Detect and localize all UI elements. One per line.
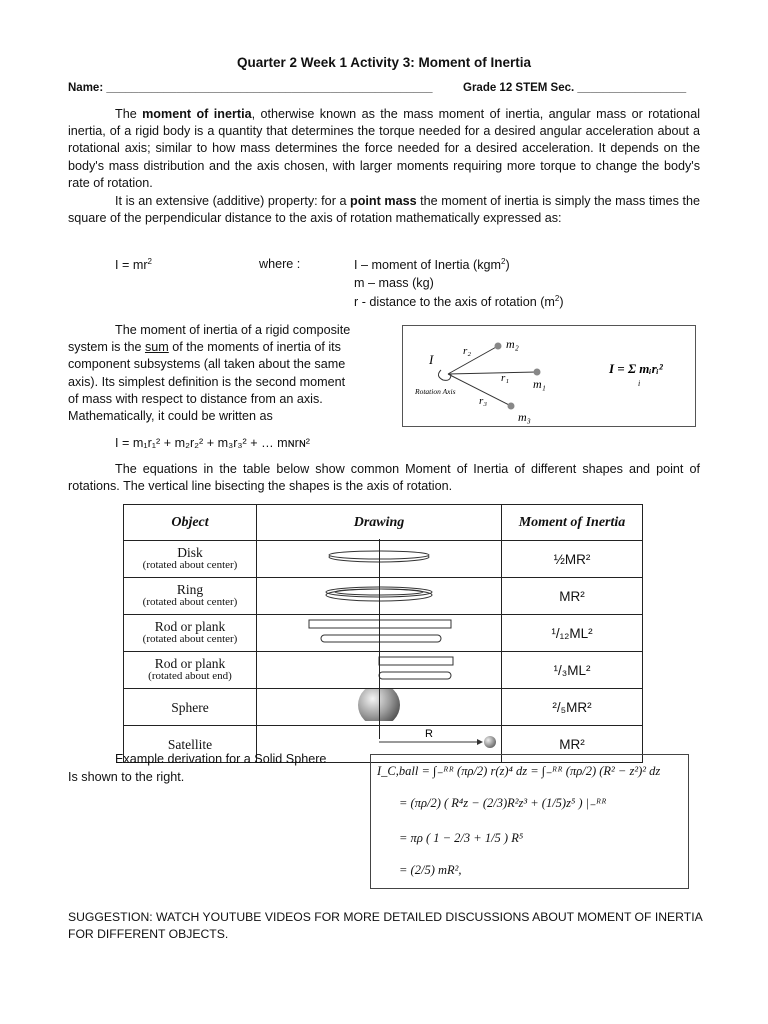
fig-m2-label: m₂ (506, 337, 519, 351)
rotation-arrow-icon (438, 370, 451, 380)
suggestion-note: SUGGESTION: WATCH YOUTUBE VIDEOS FOR MORE DETAILED DISCUSSIONS ABOUT MOMENT OF INERTIA FOR DIFFERENT OBJECTS. (68, 910, 703, 941)
example-line-1: Example derivation for a Solid Sphere (115, 752, 327, 766)
table-row: Rod or plank (rotated about end) ¹/₃ML² (124, 652, 643, 689)
derivation-line-3: = πρ ( 1 − 2/3 + 1/5 ) R⁵ (399, 831, 524, 845)
table-intro-paragraph: The equations in the table below show common Moment of Inertia of different shapes and point of rotations. The vertical line bisecting the shapes is the axis of rotation. (68, 462, 700, 494)
table-row: Satellite R MR² (124, 726, 643, 763)
fig-axis-label: Rotation Axis (415, 387, 456, 396)
arrow-right-icon (477, 739, 483, 745)
intro-paragraph-1: The moment of inertia, otherwise known as the mass moment of inertia, angular mass or rotational inertia, of a rigid body is a quantity that determines the torque needed for a desired angular acceleration about a rotational axis; similar to how mass determines the force needed for a desired acceleration. It depends on the body's mass distribution and the axis chosen, with larger moments requiring more torque to change the body's rate of rotation. (68, 107, 700, 190)
where-label: where : (259, 257, 301, 271)
fig-sum-index: i (638, 379, 641, 388)
table-row: Rod or plank (rotated about center) ¹/₁₂ML² (124, 615, 643, 652)
page-title: Quarter 2 Week 1 Activity 3: Moment of Inertia (236, 55, 532, 70)
intro-paragraph-2: It is an extensive (additive) property: for a point mass the moment of inertia is simply the mass times the square of the perpendicular distance to the axis of rotation mathematically expressed as: (68, 194, 700, 226)
table-row: Disk (rotated about center) ½MR² (124, 541, 643, 578)
point-masses-diagram (403, 326, 695, 426)
table-row: Ring (rotated about center) MR² (124, 578, 643, 615)
name-grade-line (68, 82, 700, 94)
composite-paragraph: The moment of inertia of a rigid composite system is the sum of the moments of inertia of its component subsystems (all taken about the same axis). Its simplest definition is the second moment of mass with respect to distance from an axis. Mathematically, it could be written as (68, 323, 351, 424)
table-row: Sphere ²/₅MR² (124, 689, 643, 726)
fig-r2-label: r₂ (463, 345, 472, 357)
mass-1-dot (534, 369, 541, 376)
definition-m: m – mass (kg) (354, 276, 434, 290)
fig-I-label: I (429, 352, 434, 367)
derivation-line-4: = (2/5) mR², (399, 863, 462, 877)
header-drawing: Drawing (257, 505, 502, 541)
header-object: Object (124, 505, 257, 541)
fig-m1-label: m₁ (533, 377, 546, 391)
fig-m3-label: m₃ (518, 410, 531, 424)
fig-r1-label: r₁ (501, 372, 510, 384)
sphere-derivation-box (370, 754, 689, 889)
rotation-axis-line (379, 539, 380, 739)
mass-3-dot (508, 403, 515, 410)
fig-sum-formula: I = Σ mᵢrᵢ² (609, 361, 663, 376)
point-mass-formula: $I = mr^2$ (115, 257, 152, 273)
point-masses-figure (402, 325, 696, 427)
derivation-line-2: = (πρ/2) ( R⁴z − (2/3)R²z³ + (1/5)z⁵ ) |₋ᴿᴿ (399, 796, 607, 810)
satellite-radius-label: R (425, 728, 433, 740)
name-field-label: Name: ___________________________________________________ (68, 82, 433, 94)
example-line-2: Is shown to the right. (68, 770, 185, 784)
fig-r3-label: r₃ (479, 395, 488, 407)
header-moment: Moment of Inertia (502, 505, 643, 541)
moment-of-inertia-table (123, 504, 643, 752)
derivation-line-1: I_C,ball = ∫₋ᴿᴿ (πρ/2) r(z)⁴ dz = ∫₋ᴿᴿ (πρ/2) (R² − z²)² dz (377, 764, 661, 778)
definition-r: r - distance to the axis of rotation $(m^2)$ (354, 294, 564, 310)
composite-sum-equation: I = m₁r₁² + m₂r₂² + m₃r₃² + … mɴrɴ² (115, 436, 310, 450)
bold-term-point-mass: point mass (350, 194, 417, 208)
mass-2-dot (495, 343, 502, 350)
grade-field-label: Grade 12 STEM Sec. _________________ (463, 82, 687, 94)
bold-term-moment-of-inertia: moment of inertia (142, 107, 252, 121)
definition-I: I – moment of Inertia (kgm$^2$) (354, 257, 510, 273)
underlined-sum: sum (144, 340, 169, 355)
